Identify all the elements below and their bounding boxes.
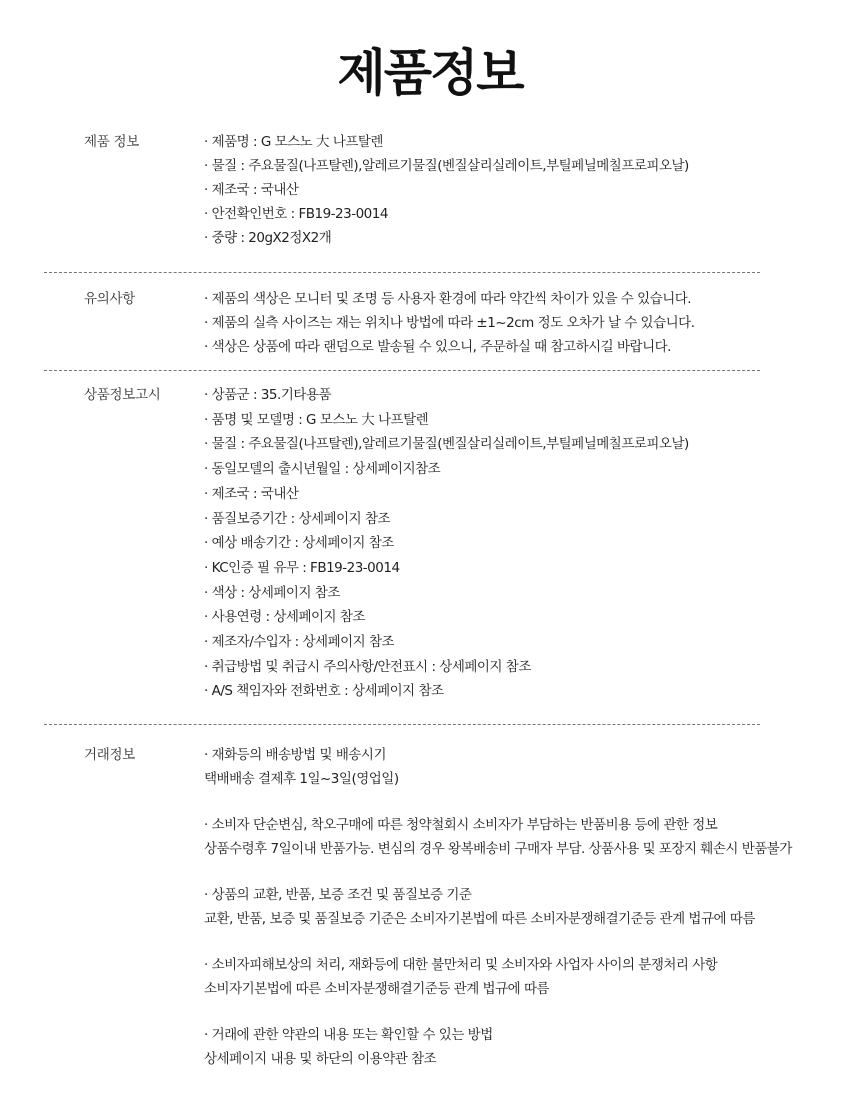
info-heading: · 소비자피해보상의 처리, 재화등에 대한 불만처리 및 소비자와 사업자 사이의 분쟁처리 사항 bbox=[204, 956, 717, 974]
info-detail: 상세페이지 내용 및 하단의 이용약관 참조 bbox=[204, 1051, 437, 1067]
info-line: · 사용연령 : 상세페이지 참조 bbox=[204, 608, 365, 626]
section-label: 유의사항 bbox=[84, 291, 135, 307]
info-line: · 물질 : 주요물질(나프탈렌),알레르기물질(벤질살리실레이트,부틸페닐메칠프로피오날) bbox=[204, 435, 689, 453]
info-line: · 제조국 : 국내산 bbox=[204, 181, 298, 199]
info-line: · 색상 : 상세페이지 참조 bbox=[204, 584, 340, 602]
info-line: · 제조자/수입자 : 상세페이지 참조 bbox=[204, 633, 394, 651]
info-line: · 품명 및 모델명 : G 모스노 大 나프탈렌 bbox=[204, 411, 428, 429]
info-line: · 제품명 : G 모스노 大 나프탈렌 bbox=[204, 133, 383, 151]
info-detail: 교환, 반품, 보증 및 품질보증 기준은 소비자기본법에 따른 소비자분쟁해결기준등 관계 법규에 따름 bbox=[204, 911, 755, 927]
section-label: 거래정보 bbox=[84, 747, 135, 763]
section-divider bbox=[44, 370, 760, 371]
info-detail: 택배배송 결제후 1일~3일(영업일) bbox=[204, 771, 399, 787]
info-heading: · 상품의 교환, 반품, 보증 조건 및 품질보증 기준 bbox=[204, 886, 471, 904]
info-heading: · 소비자 단순변심, 착오구매에 따른 청약철회시 소비자가 부담하는 반품비용 등에 관한 정보 bbox=[204, 816, 717, 834]
info-line: · 중량 : 20gX2정X2개 bbox=[204, 229, 331, 247]
info-detail: 상품수령후 7일이내 반품가능. 변심의 경우 왕복배송비 구매자 부담. 상품사용 및 포장지 훼손시 반품불가 bbox=[204, 841, 792, 857]
info-line: · 제조국 : 국내산 bbox=[204, 485, 298, 503]
info-heading: · 재화등의 배송방법 및 배송시기 bbox=[204, 746, 386, 764]
info-line: · KC인증 필 유무 : FB19-23-0014 bbox=[204, 559, 400, 577]
info-line: · A/S 책임자와 전화번호 : 상세페이지 참조 bbox=[204, 682, 444, 700]
page-title: 제품정보 bbox=[337, 44, 523, 102]
info-line: · 제품의 색상은 모니터 및 조명 등 사용자 환경에 따라 약간씩 차이가 있을 수 있습니다. bbox=[204, 290, 691, 308]
info-line: · 물질 : 주요물질(나프탈렌),알레르기물질(벤질살리실레이트,부틸페닐메칠프로피오날) bbox=[204, 157, 689, 175]
info-line: · 동일모델의 출시년월일 : 상세페이지참조 bbox=[204, 460, 440, 478]
info-line: · 색상은 상품에 따라 랜덤으로 발송될 수 있으니, 주문하실 때 참고하시길 바랍니다. bbox=[204, 338, 671, 356]
info-line: · 제품의 실측 사이즈는 재는 위치나 방법에 따라 ±1~2cm 정도 오차가 날 수 있습니다. bbox=[204, 314, 694, 332]
info-line: · 품질보증기간 : 상세페이지 참조 bbox=[204, 510, 390, 528]
info-line: · 예상 배송기간 : 상세페이지 참조 bbox=[204, 534, 394, 552]
info-heading: · 거래에 관한 약관의 내용 또는 확인할 수 있는 방법 bbox=[204, 1026, 493, 1044]
section-divider bbox=[44, 724, 760, 725]
info-line: · 상품군 : 35.기타용품 bbox=[204, 386, 331, 404]
info-line: · 안전확인번호 : FB19-23-0014 bbox=[204, 205, 388, 223]
section-label: 상품정보고시 bbox=[84, 387, 161, 403]
section-divider bbox=[44, 272, 760, 273]
info-detail: 소비자기본법에 따른 소비자분쟁해결기준등 관계 법규에 따름 bbox=[204, 981, 550, 997]
section-label: 제품 정보 bbox=[84, 134, 139, 150]
info-line: · 취급방법 및 취급시 주의사항/안전표시 : 상세페이지 참조 bbox=[204, 658, 531, 676]
